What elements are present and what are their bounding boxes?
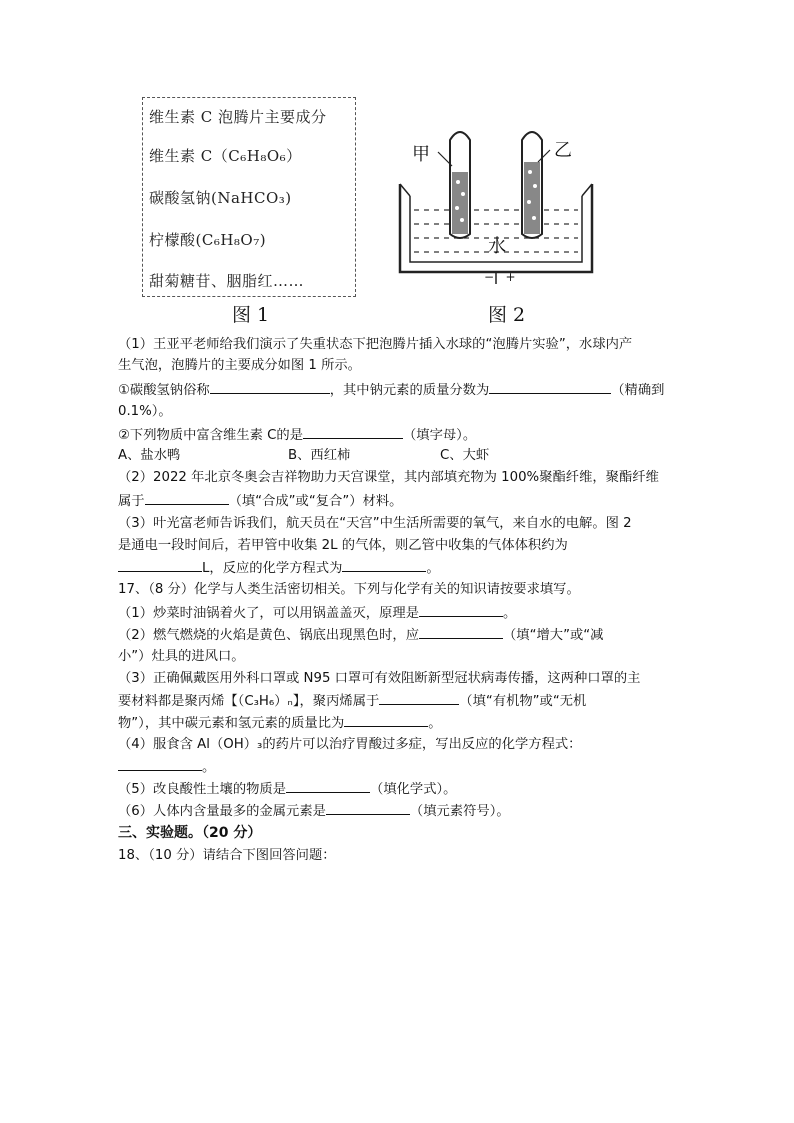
tube-left-label: 甲 (412, 144, 430, 165)
q17-part2-line2: 小”）灶具的进风口。 (118, 649, 245, 664)
q17-part3-text: （填“有机物”或“无机 (459, 694, 587, 709)
q17-part4-line2 (118, 757, 215, 778)
q17-part3-line2 (118, 691, 586, 712)
answer-blank[interactable] (118, 757, 202, 771)
answer-blank[interactable] (118, 558, 202, 572)
q17-part2-text: （2）燃气燃烧的火焰是黄色、锅底出现黑色时，应 (118, 628, 419, 643)
q17-part5 (118, 779, 456, 800)
q17-part3-text: 要材料都是聚丙烯【（C₃H₆）ₙ】，聚丙烯属于 (118, 694, 380, 709)
answer-blank[interactable] (326, 801, 410, 815)
figure-1-line: 碳酸氢钠(NaHCO₃) (149, 189, 292, 207)
electrode-polarity: − + (484, 270, 516, 284)
q16-part2-line2 (118, 491, 402, 512)
q16-part3-line1: （3）叶光富老师告诉我们，航天员在“天宫”中生活所需要的氧气，来自水的电解。图 2 (118, 516, 632, 531)
q18-heading: 18、（10 分）请结合下图回答问题： (118, 848, 336, 863)
q17-part3-text: 物”），其中碳元素和氢元素的质量比为 (118, 716, 345, 731)
answer-blank[interactable] (303, 425, 403, 439)
figure-2-diagram (392, 122, 602, 292)
option-c: C、大虾 (440, 448, 490, 463)
q16-part3-line3 (118, 558, 440, 579)
option-b: B、西红柿 (288, 448, 351, 463)
q17-part3-line1: （3）正确佩戴医用外科口罩或 N95 口罩可有效阻断新型冠状病毒传播，这两种口罩的主 (118, 671, 641, 686)
figure-1-line: 柠檬酸(C₆H₈O₇) (149, 231, 267, 249)
figure-1-title: 维生素 C 泡腾片主要成分 (149, 108, 327, 126)
q16-part1-line2: 生气泡，泡腾片的主要成分如图 1 所示。 (118, 358, 361, 373)
q16-part3-text: L，反应的化学方程式为 (202, 561, 343, 576)
q16-part2-text: （填“合成”或“复合”）材料。 (228, 494, 403, 509)
figure-1-box (142, 97, 356, 297)
answer-blank[interactable] (419, 603, 503, 617)
q16-sub1-line2: 0.1%）。 (118, 404, 172, 419)
q16-part2-text: 属于 (118, 494, 145, 509)
answer-blank[interactable] (489, 380, 611, 394)
answer-blank[interactable] (342, 558, 426, 572)
q17-part6-text: （填元素符号）。 (409, 804, 510, 819)
q16-part1-line1: （1）王亚平老师给我们演示了失重状态下把泡腾片插入水球的“泡腾片实验”，水球内产 (118, 337, 633, 352)
q17-part6-text: （6）人体内含量最多的金属元素是 (118, 804, 326, 819)
q17-part1-text: （1）炒菜时油锅着火了，可以用锅盖盖灭，原理是 (118, 606, 419, 621)
q16-part2-line1: （2）2022 年北京冬奥会吉祥物助力天宫课堂，其内部填充物为 100%聚酯纤维，聚酯纤维 (118, 470, 659, 485)
q16-part3-text: 。 (426, 561, 440, 576)
option-a: A、盐水鸭 (118, 448, 181, 463)
q16-sub2-text: （填字母）。 (403, 428, 477, 443)
q17-part4-line1: （4）服食含 Al（OH）₃的药片可以治疗胃酸过多症，写出反应的化学方程式： (118, 737, 582, 752)
figure-1-line: 甜菊糖苷、胭脂红…… (149, 272, 305, 290)
q17-part1 (118, 603, 516, 624)
answer-blank[interactable] (344, 713, 428, 727)
figure-1-line: 维生素 C（C₆H₈O₆） (149, 147, 302, 165)
answer-blank[interactable] (419, 625, 503, 639)
figure-2-caption: 图 2 (488, 304, 526, 326)
section-3-heading: 三、实验题。（20 分） (118, 825, 262, 841)
figure-1-caption: 图 1 (232, 304, 270, 326)
q16-options (118, 446, 490, 466)
q17-part1-text: 。 (503, 606, 517, 621)
q16-sub1-text: （精确到 (611, 383, 665, 398)
q16-part3-line2: 是通电一段时间后，若甲管中收集 2L 的气体，则乙管中收集的气体体积约为 (118, 538, 568, 553)
q17-part3-line3 (118, 713, 442, 734)
q16-sub2-line (118, 425, 476, 446)
water-label: 水 (488, 236, 506, 257)
q17-heading: 17、（8 分）化学与人类生活密切相关。下列与化学有关的知识请按要求填写。 (118, 582, 580, 597)
answer-blank[interactable] (286, 779, 370, 793)
q17-part3-text: 。 (428, 716, 442, 731)
answer-blank[interactable] (210, 380, 330, 394)
q17-part2-text: （填“增大”或“减 (503, 628, 604, 643)
q17-part5-text: （填化学式）。 (370, 782, 457, 797)
tube-right-label: 乙 (554, 140, 572, 161)
q17-part4-text: 。 (202, 760, 216, 775)
q16-sub2-text: ②下列物质中富含维生素 C的是 (118, 428, 303, 443)
q16-sub1-text: ，其中钠元素的质量分数为 (329, 383, 490, 398)
q16-sub1-line (118, 380, 664, 401)
answer-blank[interactable] (145, 491, 229, 505)
q17-part6 (118, 801, 510, 822)
q17-part5-text: （5）改良酸性土壤的物质是 (118, 782, 287, 797)
answer-blank[interactable] (379, 691, 459, 705)
q16-sub1-text: ①碳酸氢钠俗称 (118, 383, 210, 398)
q17-part2-line1 (118, 625, 603, 646)
